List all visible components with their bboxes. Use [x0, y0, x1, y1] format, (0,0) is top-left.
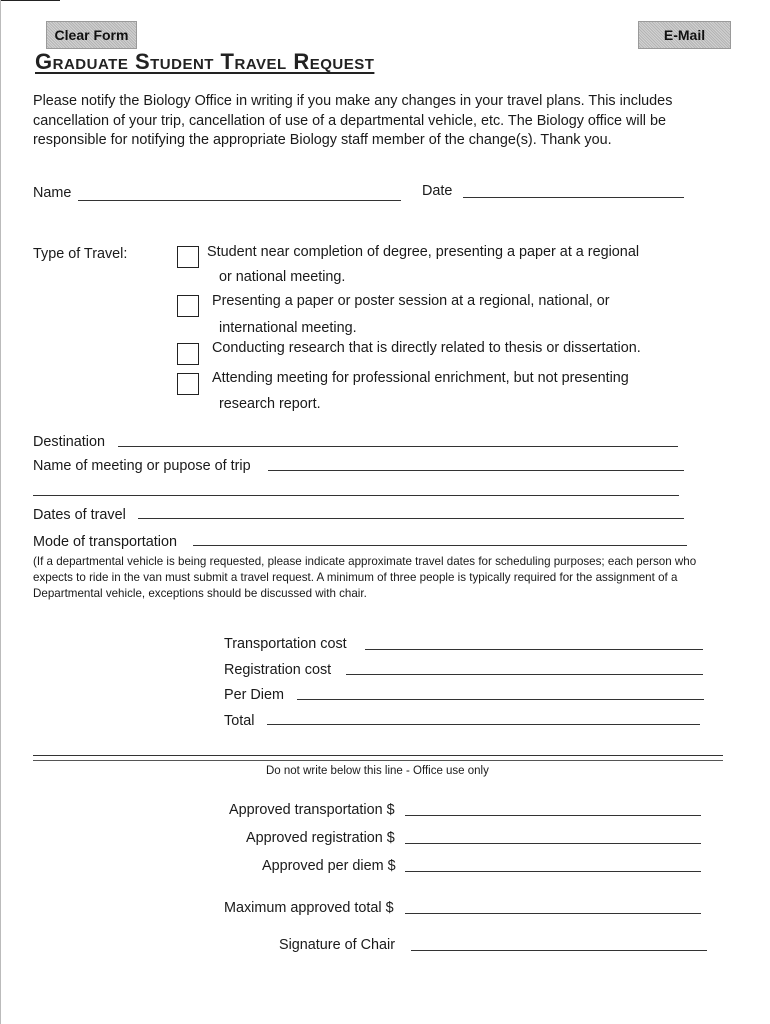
destination-label: Destination: [33, 434, 105, 450]
name-field[interactable]: [78, 200, 401, 201]
transportation-cost-label: Transportation cost: [224, 636, 347, 652]
top-edge-line: [0, 0, 60, 1]
date-field[interactable]: [463, 197, 684, 198]
type-of-travel-label: Type of Travel:: [33, 246, 128, 262]
total-field[interactable]: [267, 724, 700, 725]
left-edge-line: [0, 0, 1, 1024]
travel-option-1-checkbox[interactable]: [177, 246, 199, 268]
approved-per-diem-label: Approved per diem $: [262, 858, 396, 874]
date-label: Date: [422, 183, 453, 199]
vehicle-note: (If a departmental vehicle is being requested, please indicate approximate travel dates for scheduling purposes; each person who expects to ride in the van must submit a travel request. A minimum of three people is typically required for the assignment of a Departmental vehicle, exceptions should be discussed with chair.: [33, 555, 697, 600]
approved-transportation-field[interactable]: [405, 815, 701, 816]
office-use-note: Do not write below this line - Office use only: [266, 765, 489, 777]
travel-option-3-text: Conducting research that is directly related to thesis or dissertation.: [212, 340, 641, 356]
dates-label: Dates of travel: [33, 507, 126, 523]
approved-transportation-label: Approved transportation $: [229, 802, 395, 818]
intro-paragraph: Please notify the Biology Office in writing if you make any changes in your travel plans. This includes cancellation of your trip, cancellation of use of a departmental vehicle, etc. The Biology office will be responsible for notifying the appropriate Biology staff member of the change(s). Thank you.: [33, 93, 673, 148]
travel-option-1-text: Student near completion of degree, presenting a paper at a regional: [207, 244, 640, 260]
office-divider-inner: [33, 760, 723, 761]
clear-form-button[interactable]: Clear Form: [46, 21, 137, 49]
travel-option-2-checkbox[interactable]: [177, 295, 199, 317]
meeting-field[interactable]: [268, 470, 684, 471]
travel-option-2-text: Presenting a paper or poster session at a regional, national, or: [212, 293, 610, 309]
registration-cost-label: Registration cost: [224, 662, 332, 678]
travel-option-4-checkbox[interactable]: [177, 373, 199, 395]
signature-label: Signature of Chair: [279, 937, 395, 953]
travel-option-4-text-cont: research report.: [219, 396, 321, 412]
approved-registration-label: Approved registration $: [246, 830, 395, 846]
travel-option-1-text-cont: or national meeting.: [219, 269, 346, 285]
dates-field[interactable]: [138, 518, 684, 519]
travel-option-2-text-cont: international meeting.: [219, 320, 357, 336]
transportation-cost-field[interactable]: [365, 649, 703, 650]
signature-field[interactable]: [411, 950, 707, 951]
approved-per-diem-field[interactable]: [405, 871, 701, 872]
registration-cost-field[interactable]: [346, 674, 703, 675]
max-approved-total-field[interactable]: [405, 913, 701, 914]
per-diem-field[interactable]: [297, 699, 704, 700]
meeting-field-line-2[interactable]: [33, 495, 679, 496]
max-approved-total-label: Maximum approved total $: [224, 900, 394, 916]
destination-field[interactable]: [118, 446, 678, 447]
name-label: Name: [33, 185, 72, 201]
approved-registration-field[interactable]: [405, 843, 701, 844]
total-label: Total: [224, 713, 255, 729]
page-title: Graduate Student Travel Request: [35, 49, 375, 74]
meeting-label: Name of meeting or pupose of trip: [33, 458, 251, 474]
mode-field[interactable]: [193, 545, 687, 546]
mode-label: Mode of transportation: [33, 534, 177, 550]
office-divider: [33, 755, 723, 756]
email-button[interactable]: E-Mail: [638, 21, 731, 49]
travel-option-3-checkbox[interactable]: [177, 343, 199, 365]
travel-option-4-text: Attending meeting for professional enrichment, but not presenting: [212, 370, 629, 386]
per-diem-label: Per Diem: [224, 687, 284, 703]
